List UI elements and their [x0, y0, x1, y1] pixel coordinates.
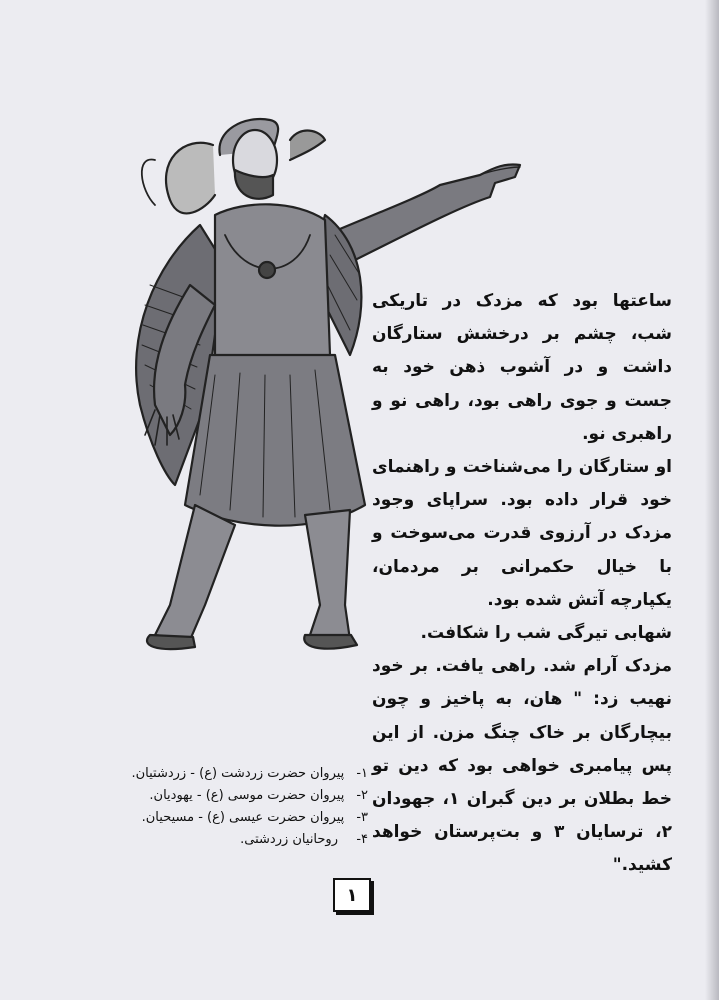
footnote-item: [141, 807, 368, 829]
footnote-number: ۳-: [356, 810, 368, 825]
footnote-number: ۱-: [356, 766, 368, 781]
page-number: ۱: [333, 878, 371, 912]
paragraph: او ستارگان را می‌شناخت و راهنمای خود قرار داده بود. سراپای وجود مزدک در آرزوی قدرت می‌سوخت و با خیال حکمرانی بر مردمان، یکپارچه آتش شده بود.: [372, 457, 672, 610]
footnotes: [131, 763, 368, 851]
footnote-text: پیروان حضرت موسی (ع) - یهودیان.: [149, 788, 345, 803]
narrative-text: [372, 285, 672, 883]
footnote-text: روحانیان زردشتی.: [240, 832, 338, 847]
footnote-item: [149, 785, 368, 807]
footnote-number: ۲-: [356, 788, 368, 803]
paragraph: مزدک آرام شد. راهی یافت. بر خود نهیب زد: " هان، به پاخیز و چون بیچارگان بر خاک چنگ مزن. از این پس پیامبری خواهی بود که دین تو خط بطلان بر دین گبران ۱، جهودان ۲، ترسایان ۳ و بت‌پرستان خواهد کشید.": [372, 656, 672, 876]
paragraph: شهابی تیرگی شب را شکافت.: [420, 623, 672, 644]
footnote-item: [131, 763, 368, 785]
footnote-item: [218, 829, 368, 851]
paragraph: ساعتها بود که مزدک در تاریکی شب، چشم بر درخشش ستارگان داشت و در آشوب ذهن خود به جست و جوی راهی بود، راهی نو و راهبری نو.: [372, 291, 672, 444]
footnote-text: پیروان حضرت زردشت (ع) - زردشتیان.: [131, 766, 345, 781]
footnote-number: ۴-: [356, 832, 368, 847]
footnote-text: پیروان حضرت عیسی (ع) - مسیحیان.: [141, 810, 345, 825]
